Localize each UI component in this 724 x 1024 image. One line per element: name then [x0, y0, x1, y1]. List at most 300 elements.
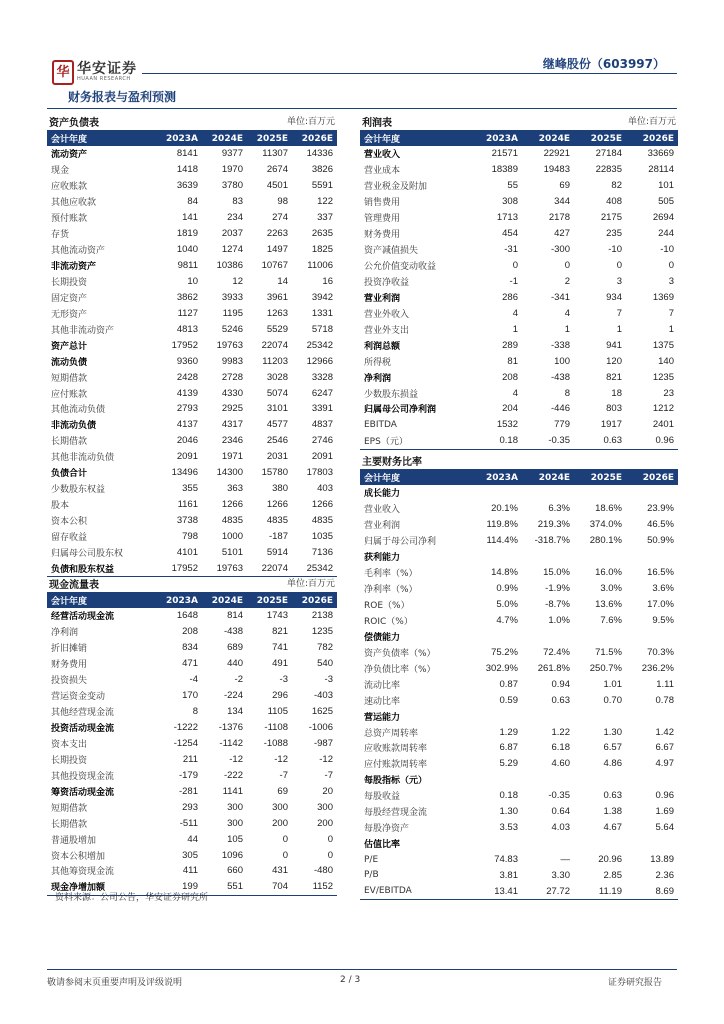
cell-value: 803: [606, 403, 622, 415]
cell-value: 18.6%: [595, 503, 622, 515]
cell-value: 9.5%: [652, 614, 674, 626]
cell-value: 16: [322, 275, 333, 287]
cell-value: 8141: [176, 148, 198, 160]
cell-value: 10: [187, 275, 198, 287]
row-label: 营运资金变动: [51, 692, 106, 703]
cell-value: -1088: [263, 737, 288, 749]
cell-value: 3028: [266, 371, 288, 383]
row-label: 非流动负债: [51, 421, 97, 432]
cell-value: 44: [187, 833, 198, 845]
cell-value: -1006: [308, 722, 333, 734]
cell-value: 0.64: [551, 806, 570, 818]
cell-value: 0.63: [603, 790, 622, 802]
cell-value: -446: [550, 403, 570, 415]
company-name: 继峰股份（603997）: [542, 57, 665, 71]
cell-value: 25342: [306, 339, 333, 351]
row-label: 流动负债: [51, 357, 88, 368]
cell-value: 380: [272, 483, 288, 495]
cell-value: 120: [606, 355, 622, 367]
cell-value: 234: [227, 212, 243, 224]
row-label: 存货: [51, 230, 70, 241]
cell-value: 18389: [491, 164, 518, 176]
footer-label: 证券研究报告: [607, 978, 662, 988]
table-row: [47, 146, 337, 162]
footer-disclaimer: 敬请参阅末页重要声明及评级说明: [47, 978, 183, 988]
row-label: 其他应收款: [51, 198, 97, 209]
table-row: [47, 815, 337, 831]
cell-value: 122: [317, 196, 333, 208]
cell-value: 302.9%: [485, 662, 518, 674]
unit-label: 单位:百万元: [286, 579, 335, 589]
cell-value: 4.97: [655, 758, 674, 770]
cell-value: 2925: [221, 403, 243, 415]
cashflow-table: [47, 593, 337, 896]
cell-value: 11.19: [574, 883, 626, 899]
table-header-row: [360, 131, 678, 146]
cell-value: 403: [317, 483, 333, 495]
row-label: 营业收入: [364, 505, 401, 516]
cell-value: 4.03: [551, 822, 570, 834]
cell-value: [626, 485, 678, 501]
cell-value: 27.72: [522, 883, 574, 899]
table-row: [47, 449, 337, 465]
cell-value: 19483: [543, 164, 570, 176]
row-label: 现金净增加额: [47, 879, 157, 895]
cell-value: 1532: [496, 419, 518, 431]
row-label: 应付账款周转率: [364, 760, 428, 771]
table-row: [360, 385, 678, 401]
cell-value: 0.18: [499, 790, 518, 802]
cell-value: [574, 485, 626, 501]
cell-value: 1212: [652, 403, 674, 415]
cell-value: 1035: [311, 530, 333, 542]
cell-value: -10: [608, 244, 622, 256]
cell-value: 1375: [652, 339, 674, 351]
cell-value: 5.0%: [496, 599, 518, 611]
cell-value: 0: [282, 833, 288, 845]
cell-value: 6.18: [551, 742, 570, 754]
cell-value: 6.67: [655, 742, 674, 754]
column-header: 2026E: [292, 593, 337, 608]
cell-value: 14: [277, 275, 288, 287]
cell-value: 22074: [247, 560, 292, 576]
cell-value: 261.8%: [537, 662, 570, 674]
row-label: 固定资产: [51, 293, 88, 304]
column-header: 会计年度: [47, 593, 157, 608]
cell-value: 1.69: [655, 806, 674, 818]
cell-value: 2793: [176, 403, 198, 415]
cell-value: 4: [512, 387, 518, 399]
row-label: 短期借款: [51, 803, 88, 814]
cell-value: 2428: [176, 371, 198, 383]
cell-value: 70.3%: [647, 646, 674, 658]
cell-value: 2.85: [603, 869, 622, 881]
cell-value: 0.78: [655, 694, 674, 706]
row-label: 营业外支出: [364, 325, 410, 336]
column-header: 2025E: [574, 470, 626, 485]
table-row: [47, 481, 337, 497]
row-label: 流动资产: [51, 150, 88, 161]
cell-value: 8.69: [626, 883, 678, 899]
cell-value: -438: [223, 626, 243, 638]
cell-value: 1263: [266, 307, 288, 319]
table-row: [47, 688, 337, 704]
table-row: [360, 820, 678, 836]
row-label: 长期投资: [51, 277, 88, 288]
cell-value: 2263: [266, 228, 288, 240]
cell-value: 2046: [176, 435, 198, 447]
row-label: 少数股东损益: [364, 389, 419, 400]
cell-value: 74.83: [494, 854, 518, 866]
row-label: 营运能力: [364, 712, 401, 723]
cell-value: 1743: [266, 610, 288, 622]
column-header: 2024E: [202, 593, 247, 608]
row-label: EBITDA: [364, 419, 397, 430]
table-row: [360, 868, 678, 884]
table-row: [360, 660, 678, 676]
row-label: 营业利润: [364, 293, 401, 304]
cell-value: 211: [182, 753, 198, 765]
cell-value: 300: [272, 801, 288, 813]
row-label: 其他投资现金流: [51, 771, 115, 782]
row-label: 财务费用: [364, 230, 401, 241]
cell-value: -511: [179, 817, 198, 829]
section-title: 资产负债表: [49, 118, 99, 129]
cell-value: 814: [227, 610, 243, 622]
row-label: 应收账款周转率: [364, 744, 428, 755]
cell-value: 363: [227, 483, 243, 495]
cell-value: -12: [274, 753, 288, 765]
cell-value: 1.01: [603, 678, 622, 690]
column-header: 2026E: [626, 131, 678, 146]
cell-value: 170: [182, 690, 198, 702]
cell-value: 344: [554, 196, 570, 208]
cell-value: 660: [227, 865, 243, 877]
row-label: 净利润: [51, 628, 79, 639]
table-row: [360, 274, 678, 290]
cell-value: 5101: [221, 546, 243, 558]
cell-value: 934: [606, 291, 622, 303]
column-header: 2023A: [470, 470, 522, 485]
cell-value: 3826: [311, 164, 333, 176]
logo-seal: 华: [52, 60, 74, 85]
cell-value: [470, 485, 522, 501]
row-label: 负债合计: [51, 469, 88, 480]
table-row: [47, 863, 337, 879]
table-row: [360, 533, 678, 549]
cell-value: -7: [279, 769, 288, 781]
row-label: EPS（元）: [360, 433, 470, 449]
cell-value: 1: [512, 323, 518, 335]
row-label: ROIC（%）: [364, 616, 413, 627]
cell-value: 3.53: [499, 822, 518, 834]
table-row: [360, 740, 678, 756]
cell-value: 0.9%: [496, 583, 518, 595]
table-row: [360, 258, 678, 274]
cell-value: 289: [502, 339, 518, 351]
column-header: 会计年度: [360, 131, 470, 146]
cell-value: 1105: [267, 706, 288, 718]
table-row: [360, 597, 678, 613]
cell-value: 250.7%: [589, 662, 622, 674]
cell-value: 1000: [221, 530, 243, 542]
cell-value: 1.42: [655, 726, 674, 738]
cell-value: 3738: [176, 515, 198, 527]
table-row: [360, 194, 678, 210]
cell-value: -341: [550, 291, 570, 303]
cell-value: 798: [182, 530, 198, 542]
cell-value: 14300: [216, 467, 243, 479]
row-label: 净利率（%）: [364, 585, 418, 596]
cell-value: -8.7%: [545, 599, 570, 611]
cell-value: 1713: [496, 212, 518, 224]
row-label: 其他非流动负债: [51, 453, 115, 464]
row-label: 投资净收益: [364, 277, 410, 288]
cell-value: —: [560, 854, 570, 866]
cell-value: 81: [507, 355, 518, 367]
row-label: P/E: [364, 854, 379, 865]
cell-value: 1369: [652, 291, 674, 303]
cell-value: -1108: [264, 722, 288, 734]
cell-value: 9983: [221, 355, 243, 367]
cell-value: [626, 549, 678, 565]
cell-value: 1331: [311, 307, 333, 319]
row-label: 预付账款: [51, 214, 88, 225]
table-header-row: [360, 470, 678, 485]
table-row: [360, 305, 678, 321]
table-row: [47, 369, 337, 385]
table-row: [360, 210, 678, 226]
table-header-row: [47, 593, 337, 608]
table-row: [360, 836, 678, 852]
cell-value: -987: [313, 737, 333, 749]
row-label: 其他非流动资产: [51, 325, 115, 336]
cell-value: 3780: [221, 180, 243, 192]
cell-value: 2091: [176, 451, 198, 463]
cell-value: 100: [554, 355, 570, 367]
cell-value: 0.59: [499, 694, 518, 706]
cell-value: 2091: [311, 451, 333, 463]
cell-value: [522, 549, 574, 565]
column-header: 会计年度: [47, 131, 157, 146]
column-header: 2026E: [292, 131, 337, 146]
cell-value: [574, 549, 626, 565]
cell-value: 3961: [266, 291, 288, 303]
cell-value: 1152: [292, 879, 337, 895]
cell-value: 0: [512, 260, 518, 272]
cell-value: 1161: [177, 499, 198, 511]
table-row: [360, 146, 678, 162]
cell-value: [470, 628, 522, 644]
cash-flow-statement: [47, 574, 337, 896]
table-row: [360, 321, 678, 337]
row-label: 销售费用: [364, 198, 401, 209]
cell-value: 204: [502, 403, 518, 415]
cell-value: 50.9%: [647, 535, 674, 547]
cell-value: -438: [550, 371, 570, 383]
cell-value: [574, 628, 626, 644]
cell-value: 1825: [311, 244, 333, 256]
row-label: P/B: [364, 870, 379, 881]
cell-value: -0.35: [548, 790, 570, 802]
row-label: 折旧摊销: [51, 644, 88, 655]
table-row: [360, 676, 678, 692]
table-row: [360, 772, 678, 788]
cell-value: 18: [611, 387, 622, 399]
cell-value: 4137: [176, 419, 198, 431]
table-row: [47, 305, 337, 321]
row-label: 其他流动负债: [51, 405, 106, 416]
table-row: [47, 736, 337, 752]
cell-value: -3: [324, 674, 333, 686]
cell-value: 4835: [311, 515, 333, 527]
cell-value: 2546: [266, 435, 288, 447]
cell-value: 16.5%: [647, 567, 674, 579]
cell-value: -1376: [218, 722, 243, 734]
cell-value: 20.1%: [491, 503, 518, 515]
cell-value: 5074: [266, 387, 288, 399]
cell-value: -7: [324, 769, 333, 781]
cell-value: 540: [317, 658, 333, 670]
cell-value: 141: [182, 212, 198, 224]
cell-value: 1274: [221, 244, 243, 256]
cell-value: 6247: [311, 387, 333, 399]
column-header: 2024E: [522, 470, 574, 485]
row-label: 经营活动现金流: [51, 612, 115, 623]
table-row: [360, 517, 678, 533]
cell-value: 1.22: [551, 726, 570, 738]
table-row: [47, 289, 337, 305]
table-row: [47, 544, 337, 560]
cell-value: 337: [317, 212, 333, 224]
row-label: 长期借款: [51, 819, 88, 830]
row-label: 毛利率（%）: [364, 569, 418, 580]
row-label: 公允价值变动收益: [364, 262, 437, 273]
title-divider: [47, 108, 677, 109]
cell-value: -1222: [173, 722, 198, 734]
cell-value: 300: [317, 801, 333, 813]
cell-value: 22074: [261, 339, 288, 351]
cell-value: 2674: [266, 164, 288, 176]
cell-value: -281: [178, 785, 198, 797]
table-row: [360, 289, 678, 305]
cell-value: 2175: [600, 212, 622, 224]
cell-value: -10: [660, 244, 674, 256]
cell-value: 7.6%: [600, 614, 622, 626]
row-label: 每股指标（元）: [364, 776, 428, 787]
table-row: [360, 162, 678, 178]
cell-value: 296: [272, 690, 288, 702]
table-row: [47, 465, 337, 481]
cell-value: 4.86: [603, 758, 622, 770]
cell-value: -31: [504, 244, 518, 256]
cell-value: 4813: [176, 323, 198, 335]
cell-value: 27184: [595, 148, 622, 160]
table-row: [360, 804, 678, 820]
row-label: 其他流动资产: [51, 246, 106, 257]
cell-value: 355: [182, 483, 198, 495]
table-row: [360, 417, 678, 433]
row-label: 偿债能力: [364, 632, 401, 643]
table-row: [47, 624, 337, 640]
cell-value: 219.3%: [537, 519, 570, 531]
table-row: [47, 162, 337, 178]
row-label: 资产负债率（%）: [364, 648, 436, 659]
column-header: 2023A: [470, 131, 522, 146]
table-row: [47, 608, 337, 624]
cell-value: 55: [507, 180, 518, 192]
cell-value: 7: [668, 307, 674, 319]
cell-value: 75.2%: [491, 646, 518, 658]
cell-value: 9811: [177, 260, 198, 272]
cell-value: 4317: [221, 419, 243, 431]
financial-ratios: [360, 451, 678, 900]
cell-value: 2037: [221, 228, 243, 240]
cell-value: 4835: [221, 515, 243, 527]
row-label: 长期投资: [51, 755, 88, 766]
cell-value: 1.11: [656, 678, 674, 690]
row-label: 非流动资产: [51, 262, 97, 273]
cell-value: 5.64: [655, 822, 674, 834]
cell-value: -0.35: [522, 433, 574, 449]
cell-value: 1235: [652, 371, 674, 383]
row-label: 管理费用: [364, 214, 401, 225]
table-row: [360, 337, 678, 353]
cell-value: 0.63: [574, 433, 626, 449]
table-row: [47, 337, 337, 353]
cell-value: 3933: [221, 291, 243, 303]
cell-value: -224: [223, 690, 243, 702]
cell-value: 1096: [221, 849, 243, 861]
table-row: [360, 501, 678, 517]
unit-label: 单位:百万元: [627, 117, 676, 127]
table-row: [360, 242, 678, 258]
cell-value: 22921: [543, 148, 570, 160]
table-row: [360, 369, 678, 385]
cell-value: 15.0%: [543, 567, 570, 579]
cell-value: 779: [554, 419, 570, 431]
cell-value: 4: [512, 307, 518, 319]
cell-value: 0.63: [551, 694, 570, 706]
cell-value: 2031: [266, 451, 288, 463]
cell-value: 33669: [647, 148, 674, 160]
cell-value: 13.6%: [595, 599, 622, 611]
table-row: [47, 767, 337, 783]
row-label: 利润总额: [364, 341, 401, 352]
table-row: [360, 565, 678, 581]
cell-value: [522, 708, 574, 724]
cell-value: -2: [234, 674, 243, 686]
cell-value: 17952: [171, 339, 198, 351]
cell-value: -4: [189, 674, 198, 686]
cell-value: 0: [668, 260, 674, 272]
cell-value: 4501: [266, 180, 288, 192]
cell-value: 300: [227, 817, 243, 829]
cell-value: 4835: [266, 515, 288, 527]
table-row: [360, 724, 678, 740]
cell-value: 71.5%: [595, 646, 622, 658]
table-row: [47, 497, 337, 513]
table-row: [47, 417, 337, 433]
cell-value: 2178: [548, 212, 570, 224]
table-row: [47, 321, 337, 337]
cell-value: 431: [272, 865, 288, 877]
column-header: 2024E: [522, 131, 574, 146]
cell-value: [522, 628, 574, 644]
cell-value: 2728: [221, 371, 243, 383]
table-row: [47, 401, 337, 417]
cell-value: -179: [178, 769, 198, 781]
